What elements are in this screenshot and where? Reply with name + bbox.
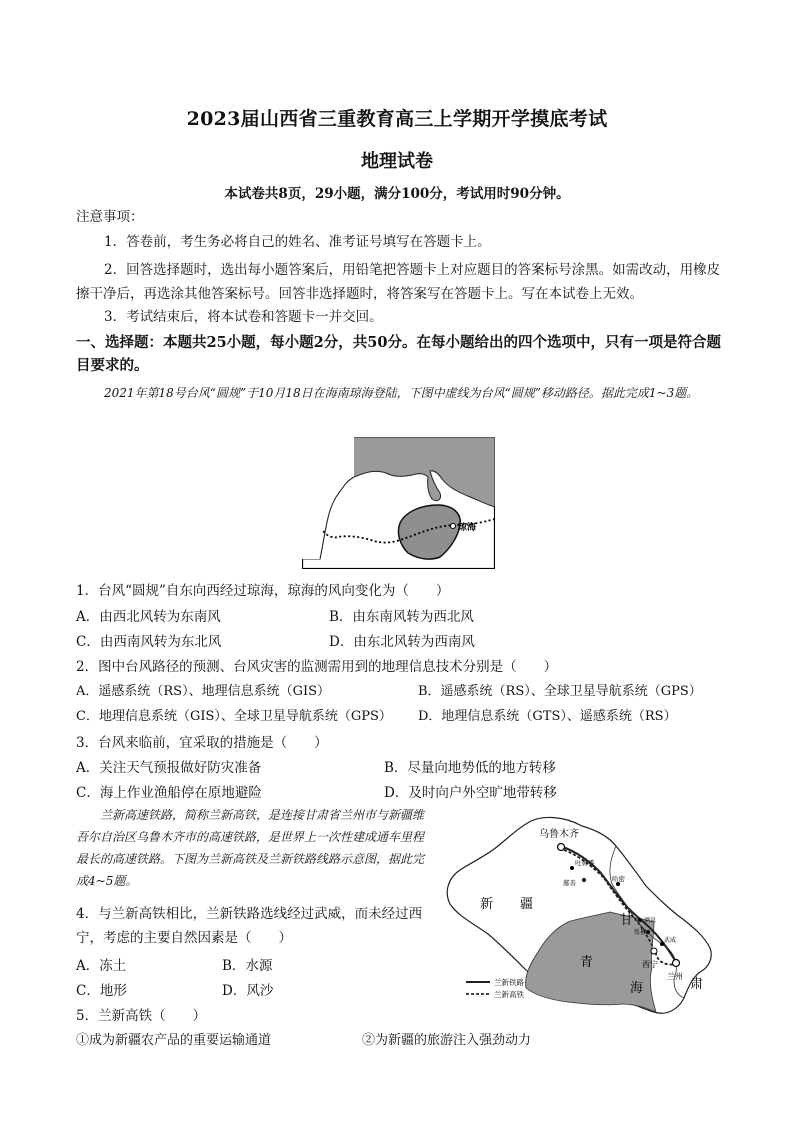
q3-stem: 3．台风来临前，宜采取的措施是（ ）	[76, 735, 328, 751]
jiuquan-label: 酒泉	[644, 917, 657, 924]
q5-option-2: ②为新疆的旅游注入强劲动力	[362, 1033, 532, 1048]
q2-option-d: D．地理信息系统（GTS）、遥感系统（RS）	[418, 709, 677, 724]
q3-option-d: D．及时向户外空旷地带转移	[384, 785, 557, 801]
jiuquan-point	[638, 918, 642, 922]
note-item-3: 3．考试结束后，将本试卷和答题卡一并交回。	[104, 309, 383, 325]
exam-title: 2023届山西省三重教育高三上学期开学摸底考试	[186, 108, 608, 130]
urumqi-point	[558, 844, 565, 851]
notes-heading: 注意事项：	[76, 209, 144, 225]
xinjiang-char-2: 疆	[520, 897, 534, 912]
q5-option-1: ①成为新疆农产品的重要运输通道	[76, 1033, 272, 1048]
wuwei-label: 武威	[664, 937, 677, 944]
q1-option-b: B．由东南风转为西北风	[329, 609, 474, 625]
q2-option-a: A．遥感系统（RS）、地理信息系统（GIS）	[76, 684, 331, 699]
q3-option-a: A．关注天气预报做好防灾准备	[76, 760, 262, 776]
gansu-char-2: 肃	[690, 977, 704, 992]
legend-railway-label: 兰新铁路	[494, 978, 524, 987]
gansu-char-1: 甘	[620, 913, 634, 928]
xining-label: 西宁	[642, 960, 658, 969]
q1-option-a: A．由西北风转为东南风	[76, 609, 221, 625]
section-heading: 一、选择题：本题共25小题，每小题2分，共50分。在每小题给出的四个选项中，只有一项是符合题目要求的。	[76, 334, 721, 374]
q2-option-b: B．遥感系统（RS）、全球卫星导航系统（GPS）	[418, 684, 702, 699]
legend-highspeed-label: 兰新高铁	[494, 990, 524, 999]
passage-typhoon: 2021年第18号台风“圆规”于10月18日在海南琼海登陆，下图中虚线为台风“圆规”移动路径。据此完成1~3题。	[104, 386, 699, 400]
railway-map	[440, 812, 720, 1022]
urumqi-label: 乌鲁木齐	[539, 829, 579, 840]
q1-option-d: D．由东北风转为西南风	[329, 634, 475, 650]
q3-option-b: B．尽量向地势低的地方转移	[384, 760, 556, 776]
q4-option-d: D．风沙	[222, 983, 274, 999]
tulufan-point	[570, 866, 574, 870]
shanshan-point	[582, 878, 586, 882]
qionghai-label: 琼海	[458, 523, 477, 533]
q1-option-c: C．由西南风转为东北风	[76, 634, 222, 650]
typhoon-map	[302, 437, 495, 569]
zhangye-label: 张掖	[634, 929, 647, 936]
note-item-1: 1．答卷前，考生务必将自己的姓名、准考证号填写在答题卡上。	[104, 234, 491, 250]
hami-label: 哈密	[612, 875, 625, 883]
lanzhou-point	[673, 960, 680, 967]
xining-point	[651, 948, 657, 954]
exam-info: 本试卷共8页，29小题，满分100分，考试用时90分钟。	[224, 186, 570, 202]
note-item-2: 2．回答选择题时，选出每小题答案后，用铅笔把答题卡上对应题目的答案标号涂黑。如需改动，用橡皮擦干净后，再选涂其他答案标号。回答非选择题时，将答案写在答题卡上。写在本试卷上无效。	[76, 262, 721, 302]
q4-option-b: B．水源	[222, 958, 273, 974]
zhangye-point	[646, 930, 650, 934]
qionghai-point	[451, 524, 456, 529]
q4-option-a: A．冻土	[76, 958, 127, 974]
q4-stem: 4．与兰新高铁相比，兰新铁路选线经过武威，而未经过西宁，考虑的主要自然因素是（ ）	[76, 906, 423, 946]
tulufan-label: 吐鲁番	[575, 859, 595, 867]
passage-railway: 兰新高速铁路，简称兰新高铁，是连接甘肃省兰州市与新疆维吾尔自治区乌鲁木齐市的高速铁路，是世界上一次性建成通车里程最长的高速铁路。下图为兰新高铁及兰新铁路线路示意图，据此完成4~5题。	[76, 808, 425, 888]
shanshan-label: 鄯善	[563, 879, 576, 887]
q2-option-c: C．地理信息系统（GIS）、全球卫星导航系统（GPS）	[76, 709, 392, 724]
lanzhou-label: 兰州	[667, 972, 683, 981]
q3-option-c: C．海上作业渔船停在原地避险	[76, 785, 262, 801]
q2-stem: 2．图中台风路径的预测、台风灾害的监测需用到的地理信息技术分别是（ ）	[76, 659, 558, 675]
q4-option-c: C．地形	[76, 983, 127, 999]
q5-stem: 5．兰新高铁（ ）	[76, 1008, 207, 1024]
xinjiang-char-1: 新	[480, 897, 494, 912]
q1-stem: 1．台风“圆规”自东向西经过琼海，琼海的风向变化为（ ）	[76, 583, 450, 599]
exam-subtitle: 地理试卷	[361, 151, 433, 172]
qinghai-char-2: 海	[630, 981, 644, 996]
qinghai-char-1: 青	[580, 955, 594, 970]
